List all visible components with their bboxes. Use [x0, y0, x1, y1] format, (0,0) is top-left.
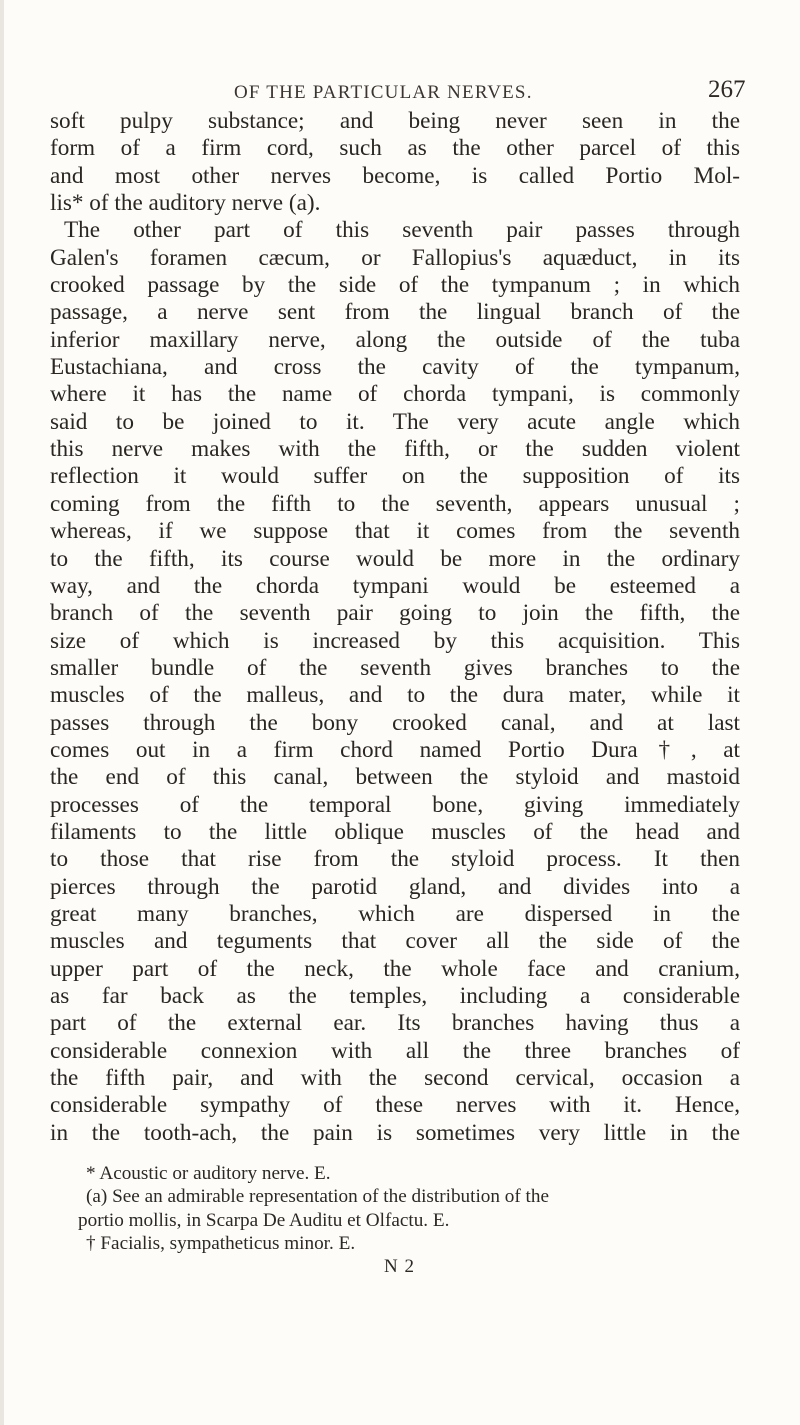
- text-line: to those that rise from the styloid process. It then: [50, 846, 740, 873]
- footnotes: [78, 1162, 738, 1255]
- text-line: the fifth pair, and with the second cervical, occasion a: [50, 1065, 740, 1092]
- scan-edge-shadow: [0, 0, 4, 1425]
- text-line: part of the external ear. Its branches having thus a: [50, 1010, 740, 1037]
- text-line: pierces through the parotid gland, and divides into a: [50, 873, 740, 900]
- text-line: comes out in a firm chord named Portio Dura†, at: [50, 736, 740, 763]
- text-line: branch of the seventh pair going to join the fifth, the: [50, 600, 740, 627]
- printer-signature: N 2: [384, 1256, 415, 1277]
- footnote-acoustic: * Acoustic or auditory nerve. E.: [86, 1163, 331, 1184]
- text-line: and most other nerves become, is called Portio Mol-: [50, 162, 740, 189]
- text-line: muscles of the malleus, and to the dura mater, while it: [50, 682, 740, 709]
- paragraph-start-line: The other part of this seventh pair passes through: [64, 217, 740, 244]
- text-line: considerable sympathy of these nerves with it. Hence,: [50, 1092, 740, 1119]
- text-line: processes of the temporal bone, giving immediately: [50, 791, 740, 818]
- text-line: soft pulpy substance; and being never seen in the: [50, 108, 740, 134]
- text-line: where it has the name of chorda tympani, is commonly: [50, 381, 740, 408]
- text-line: as far back as the temples, including a considerable: [50, 983, 740, 1009]
- text-line: crooked passage by the side of the tympanum ; in which: [50, 272, 740, 299]
- footnote-dagger: † Facialis, sympatheticus minor. E.: [86, 1232, 356, 1254]
- text-line: said to be joined to it. The very acute angle which: [50, 408, 740, 435]
- footnote-a-continued: portio mollis, in Scarpa De Auditu et Olfactu. E.: [78, 1209, 450, 1231]
- text-line: muscles and teguments that cover all the side of the: [50, 928, 740, 955]
- text-line: reflection it would suffer on the supposition of its: [50, 463, 740, 490]
- text-line: way, and the chorda tympani would be esteemed a: [50, 572, 740, 599]
- text-line: upper part of the neck, the whole face and cranium,: [50, 955, 740, 982]
- text-line: passes through the bony crooked canal, and at last: [50, 709, 740, 736]
- text-line: filaments to the little oblique muscles of the head and: [50, 818, 740, 845]
- text-line: form of a firm cord, such as the other parcel of this: [50, 135, 740, 162]
- text-line: size of which is increased by this acquisition. This: [50, 627, 740, 654]
- text-line: considerable connexion with all the three branches of: [50, 1037, 740, 1064]
- footnote-a: (a) See an admirable representation of the distribution of the: [86, 1186, 550, 1208]
- text-line: smaller bundle of the seventh gives branches to the: [50, 654, 740, 681]
- text-line: great many branches, which are dispersed in the: [50, 900, 740, 927]
- text-line: inferior maxillary nerve, along the outside of the tuba: [50, 326, 740, 353]
- text-line: whereas, if we suppose that it comes from the seventh: [50, 518, 740, 545]
- page-number: 267: [708, 76, 746, 103]
- running-head: OF THE PARTICULAR NERVES.: [234, 82, 533, 103]
- text-line: in the tooth-ach, the pain is sometimes very little in the: [50, 1119, 740, 1146]
- text-line: Galen's foramen cæcum, or Fallopius's aquæduct, in its: [50, 244, 740, 271]
- text-line: to the fifth, its course would be more in the ordinary: [50, 545, 740, 572]
- text-line: passage, a nerve sent from the lingual branch of the: [50, 299, 740, 326]
- text-line: Eustachiana, and cross the cavity of the tympanum,: [50, 354, 740, 381]
- text-line: this nerve makes with the fifth, or the sudden violent: [50, 436, 740, 463]
- body-text: [50, 108, 740, 1147]
- text-line: lis* of the auditory nerve (a).: [50, 190, 321, 217]
- text-line: coming from the fifth to the seventh, appears unusual ;: [50, 490, 740, 517]
- text-line: the end of this canal, between the styloid and mastoid: [50, 764, 740, 791]
